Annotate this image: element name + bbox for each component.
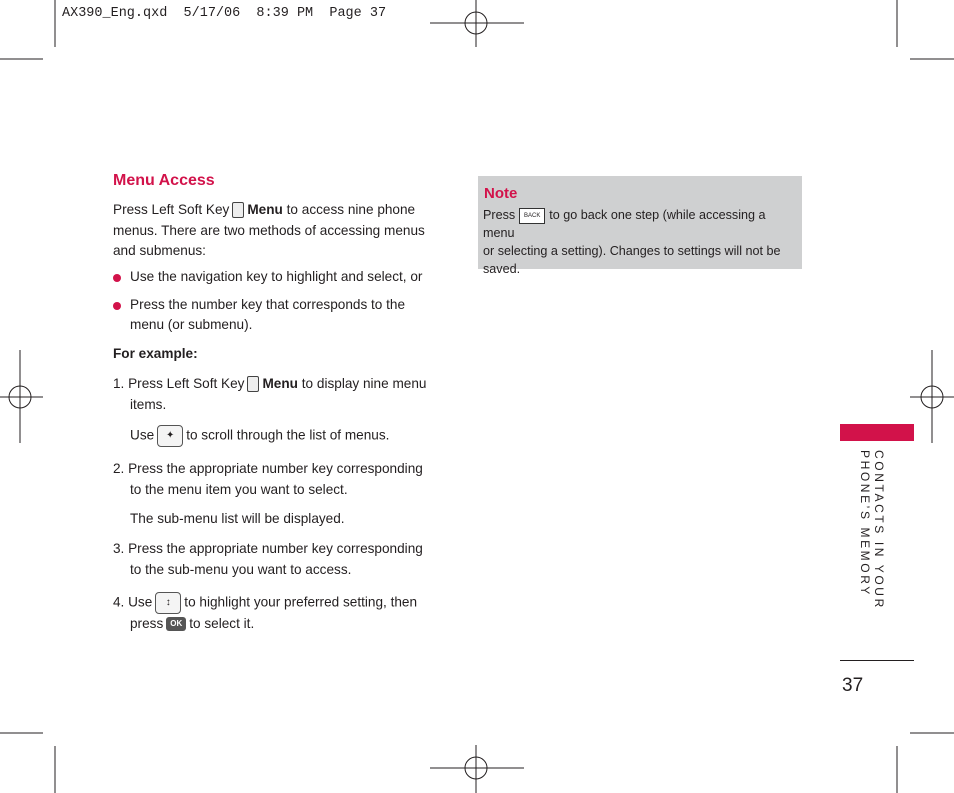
section-heading: Menu Access: [113, 172, 215, 189]
registration-mark-icon: [430, 0, 524, 47]
list-item: Press the number key that corresponds to the menu (or submenu).: [113, 295, 443, 336]
intro-paragraph: Press Left Soft Key Menu to access nine phone menus. There are two methods of accessing menus and submenus:: [113, 202, 425, 258]
step-3: 3. Press the appropriate number key corresponding to the sub-menu you want to access.: [113, 541, 423, 577]
step-4: 4. Use ↕ to highlight your preferred setting, then press OK to select it.: [113, 592, 443, 635]
bullet-list: [113, 267, 443, 336]
registration-mark-icon: [430, 745, 524, 793]
page-number: 37: [842, 675, 864, 696]
soft-key-icon: [247, 376, 259, 392]
file-slug: AX390_Eng.qxd 5/17/06 8:39 PM Page 37: [62, 6, 387, 21]
navigation-key-icon: ✦: [157, 425, 183, 447]
ok-key-icon: OK: [166, 617, 186, 631]
back-key-icon: BACK: [519, 208, 545, 224]
note-body: Press BACK to go back one step (while accessing a menu or selecting a setting). Changes to settings will not be saved.: [483, 208, 781, 276]
section-tab-label: CONTACTS IN YOUR PHONE’S MEMORY: [858, 450, 886, 610]
bullet-icon: [113, 302, 121, 310]
section-tab-bar: [840, 424, 914, 441]
registration-mark-icon: [910, 350, 954, 443]
navigation-key-icon: ↕: [155, 592, 181, 614]
registration-mark-icon: [0, 350, 43, 443]
step-2: 2. Press the appropriate number key corresponding to the menu item you want to select. The sub-menu list will be displayed.: [113, 461, 423, 526]
page-number-rule: [840, 660, 914, 661]
list-item: Use the navigation key to highlight and select, or: [113, 267, 443, 288]
note-title: Note: [484, 185, 518, 202]
step-1: 1. Press Left Soft Key Menu to display nine menu items. Use ✦ to scroll through the list of menus.: [113, 374, 443, 447]
example-label: For example:: [113, 346, 198, 361]
soft-key-icon: [232, 202, 244, 218]
bullet-icon: [113, 274, 121, 282]
